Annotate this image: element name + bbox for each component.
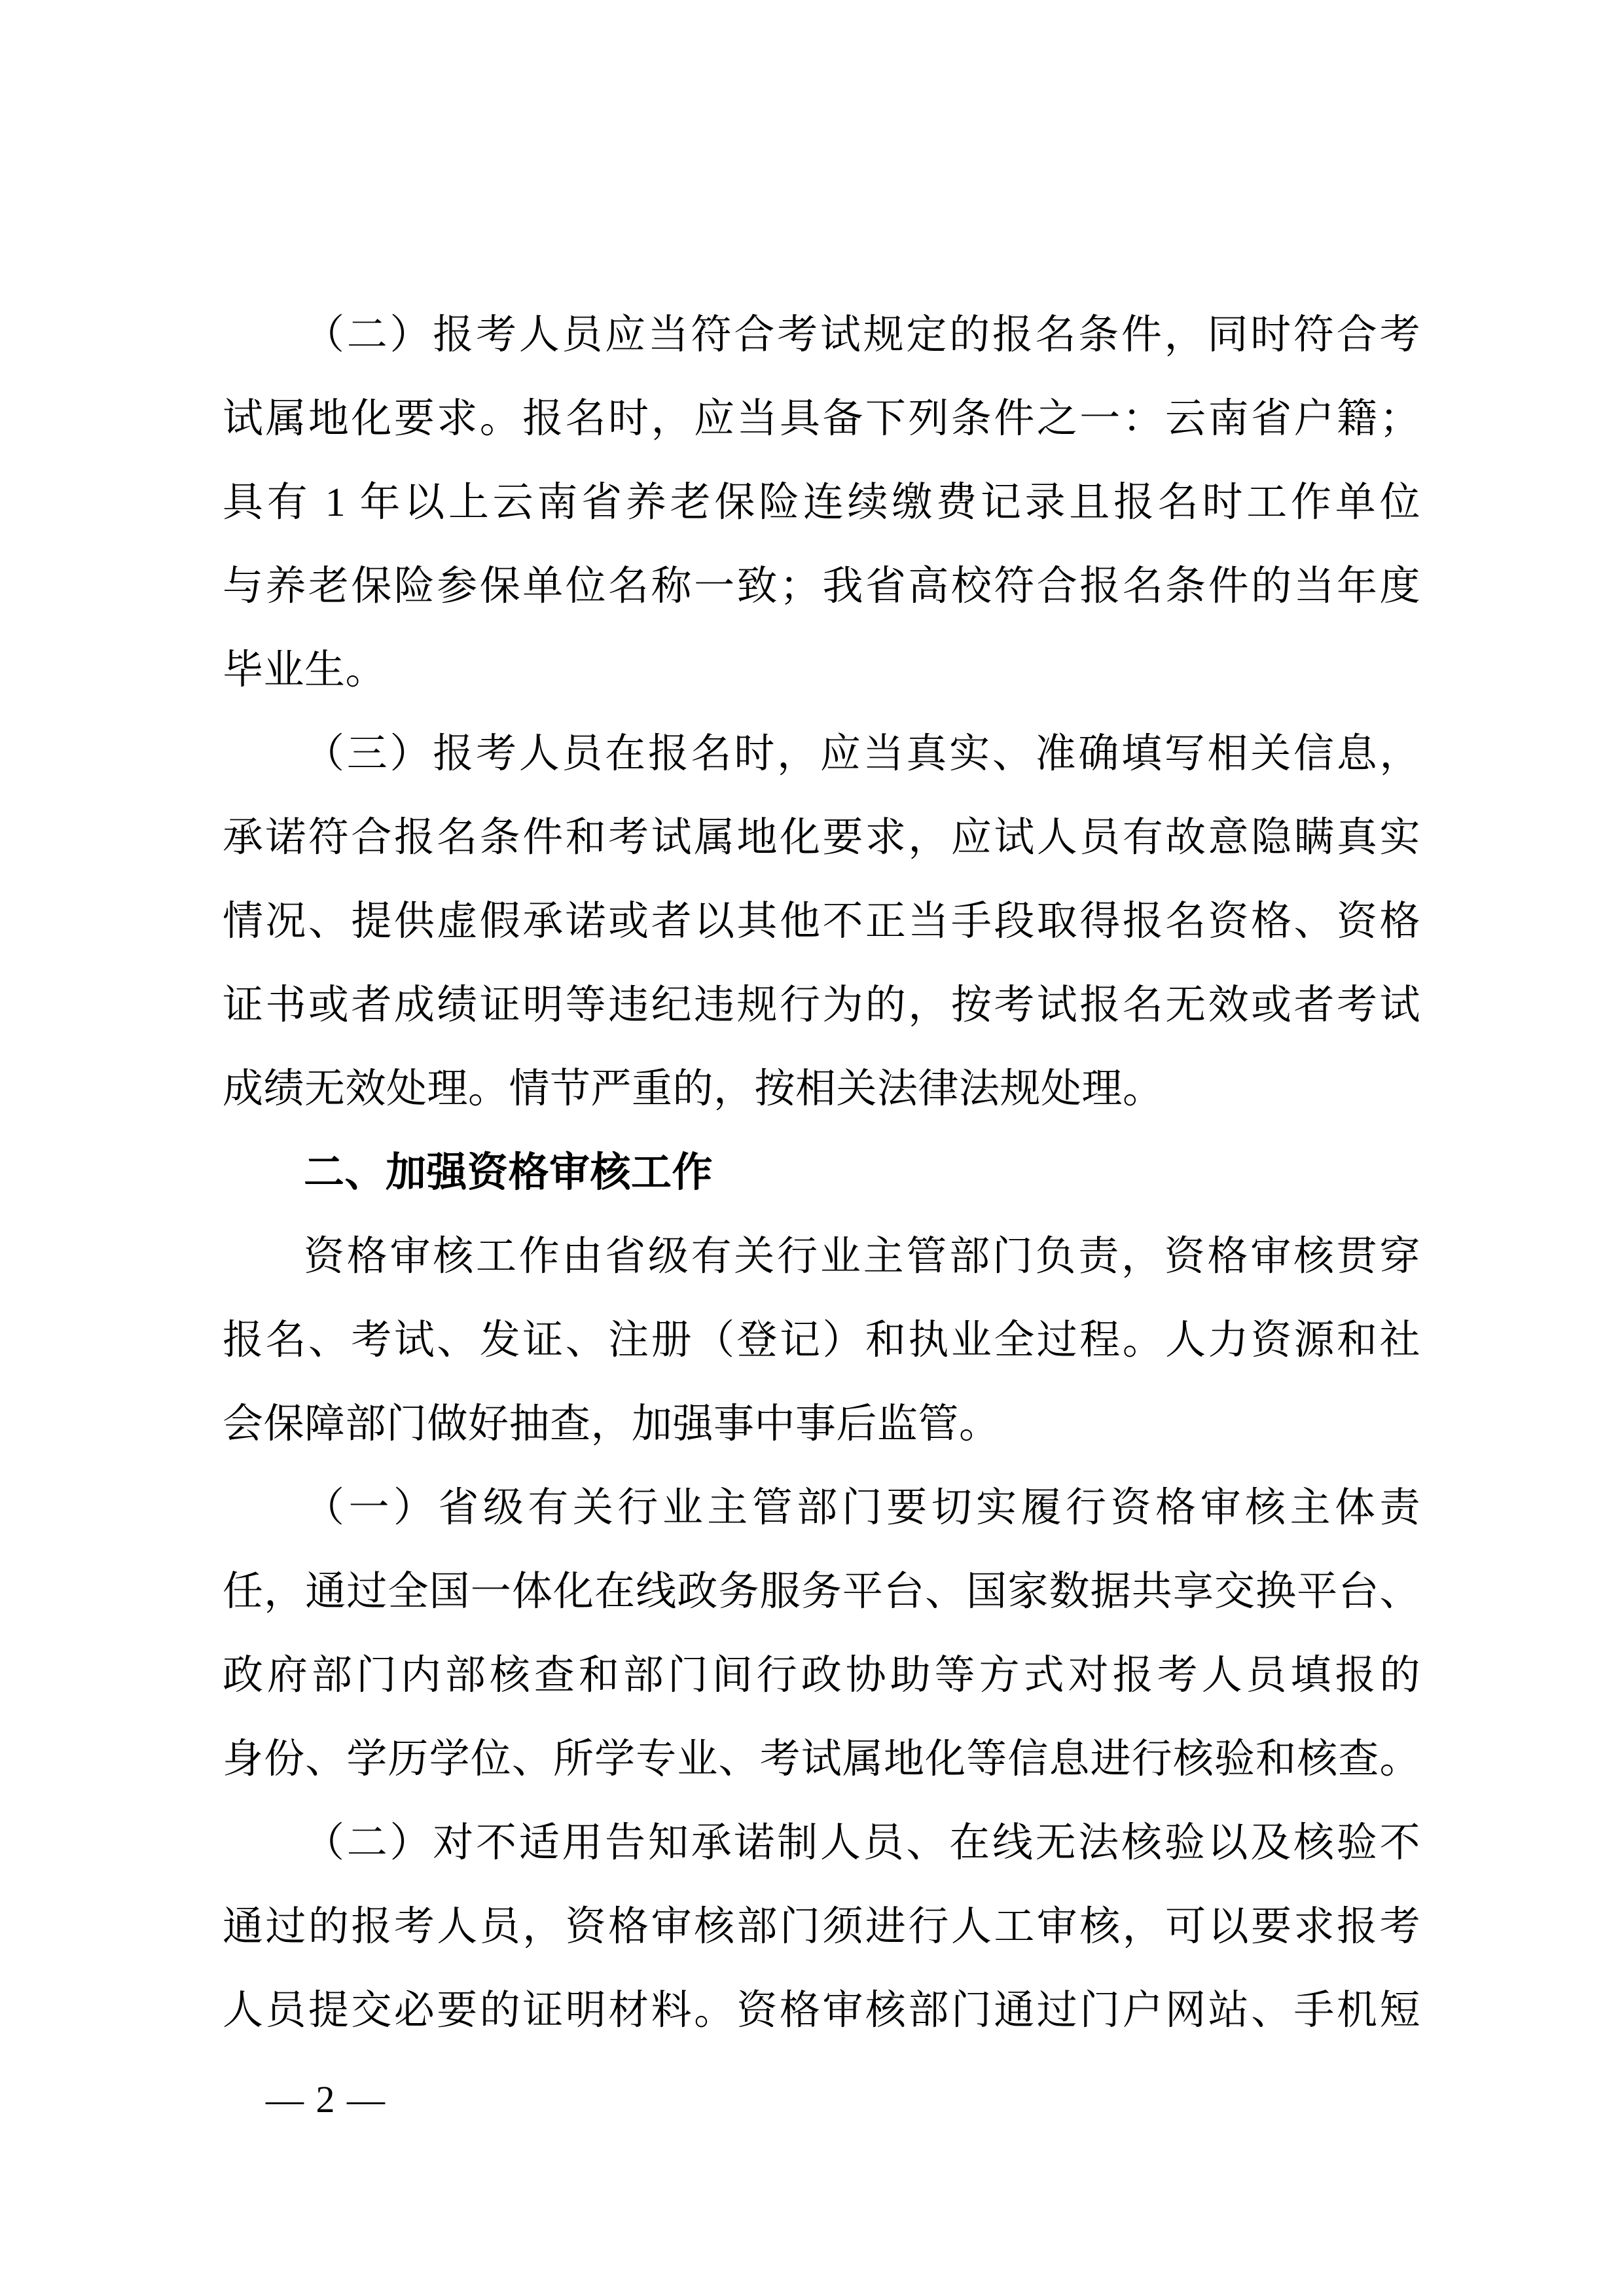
- text-line: 会保障部门做好抽查，加强事中事后监管。: [223, 1402, 1000, 1446]
- text-line: 情况、提供虚假承诺或者以其他不正当手段取得报名资格、资格: [223, 899, 1420, 944]
- text-line: 通过的报考人员，资格审核部门须进行人工审核，可以要求报考: [223, 1905, 1420, 1949]
- section-heading-text: 二、加强资格审核工作: [304, 1150, 713, 1195]
- text-line: 政府部门内部核查和部门间行政协助等方式对报考人员填报的: [223, 1653, 1420, 1698]
- paragraph-item-2: [223, 293, 1420, 712]
- page-number: [223, 2029, 386, 2170]
- text-line: （二）对不适用告知承诺制人员、在线无法核验以及核验不: [304, 1821, 1420, 1865]
- text-line: 人员提交必要的证明材料。资格审核部门通过门户网站、手机短: [223, 1988, 1420, 2033]
- text-line: 任，通过全国一体化在线政务服务平台、国家数据共享交换平台、: [223, 1570, 1420, 1614]
- paragraph-item-1-audit: [223, 1466, 1420, 1801]
- text-line: 试属地化要求。报名时，应当具备下列条件之一：云南省户籍；: [223, 397, 1420, 441]
- text-line: 承诺符合报名条件和考试属地化要求，应试人员有故意隐瞒真实: [223, 816, 1420, 860]
- text-line: （二）报考人员应当符合考试规定的报名条件，同时符合考: [304, 313, 1420, 357]
- text-line: 毕业生。: [223, 648, 387, 692]
- paragraph-item-3: [223, 712, 1420, 1131]
- text-line: 报名、考试、发证、注册（登记）和执业全过程。人力资源和社: [223, 1318, 1420, 1363]
- text-line: 成绩无效处理。情节严重的，按相关法律法规处理。: [223, 1067, 1164, 1111]
- text-line: 资格审核工作由省级有关行业主管部门负责，资格审核贯穿: [304, 1234, 1420, 1279]
- page-number-label: — 2 —: [266, 2078, 386, 2121]
- paragraph-item-2-audit: [223, 1801, 1420, 2053]
- document-text-block: [223, 293, 1420, 2053]
- section-heading-2: [223, 1131, 1420, 1215]
- paragraph-intro-audit: [223, 1215, 1420, 1466]
- text-line: 证书或者成绩证明等违纪违规行为的，按考试报名无效或者考试: [223, 983, 1420, 1028]
- text-line: 身份、学历学位、所学专业、考试属地化等信息进行核验和核查。: [223, 1737, 1420, 1782]
- text-line: （一）省级有关行业主管部门要切实履行资格审核主体责: [304, 1486, 1420, 1530]
- text-line: （三）报考人员在报名时，应当真实、准确填写相关信息，: [304, 732, 1420, 776]
- text-line: 具有 1 年以上云南省养老保险连续缴费记录且报名时工作单位: [223, 480, 1420, 525]
- text-line: 与养老保险参保单位名称一致；我省高校符合报名条件的当年度: [223, 564, 1420, 609]
